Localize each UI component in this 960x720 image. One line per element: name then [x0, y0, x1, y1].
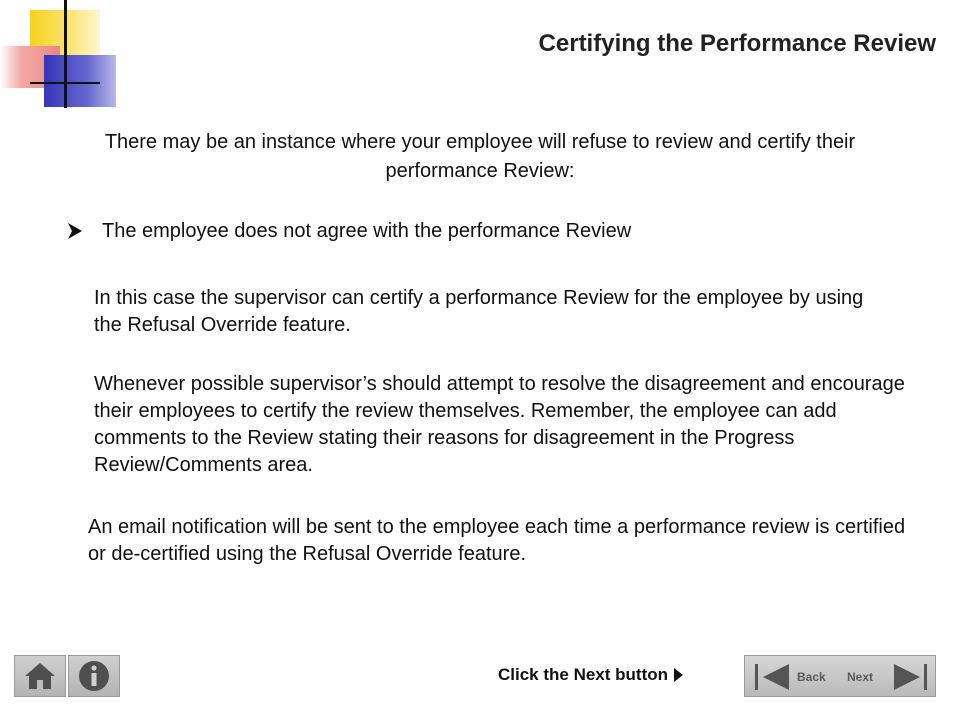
- navigation-bar: [744, 655, 936, 697]
- intro-text: There may be an instance where your employee will refuse to review and certify their performance Review:: [104, 131, 856, 182]
- home-icon: [23, 660, 57, 692]
- paragraph-resolve-disagreement: Whenever possible supervisor’s should attempt to resolve the disagreement and encourage their employees to certify the review themselves. Remember, the employee can add comments to the Review stating their reasons for disagreement in the Progress Review/Comments area.: [94, 373, 905, 476]
- decorative-horizontal-line: [30, 82, 100, 84]
- bullet-text: The employee does not agree with the performance Review: [102, 220, 632, 242]
- decorative-blue-block: [44, 55, 116, 107]
- next-arrow-icon: [880, 656, 940, 696]
- info-icon: [77, 659, 111, 693]
- play-arrow-icon: [674, 668, 683, 682]
- next-instruction-text: Click the Next button: [498, 665, 669, 684]
- back-button[interactable]: [745, 656, 840, 696]
- paragraph-refusal-override: In this case the supervisor can certify a performance Review for the employee by using the Refusal Override feature.: [94, 287, 864, 336]
- back-label: Back: [797, 670, 826, 684]
- arrow-bullet-icon: [66, 222, 84, 240]
- next-label: Next: [847, 670, 874, 684]
- next-button[interactable]: [840, 656, 935, 696]
- paragraph-email-notification: An email notification will be sent to the employee each time a performance review is certified or de-certified using the Refusal Override feature.: [88, 516, 906, 565]
- decorative-vertical-line: [64, 0, 67, 108]
- bullet-item: [66, 217, 631, 245]
- info-button[interactable]: [68, 655, 120, 697]
- page-title: Certifying the Performance Review: [538, 30, 936, 57]
- home-button[interactable]: [14, 655, 66, 697]
- next-instruction: [498, 665, 683, 685]
